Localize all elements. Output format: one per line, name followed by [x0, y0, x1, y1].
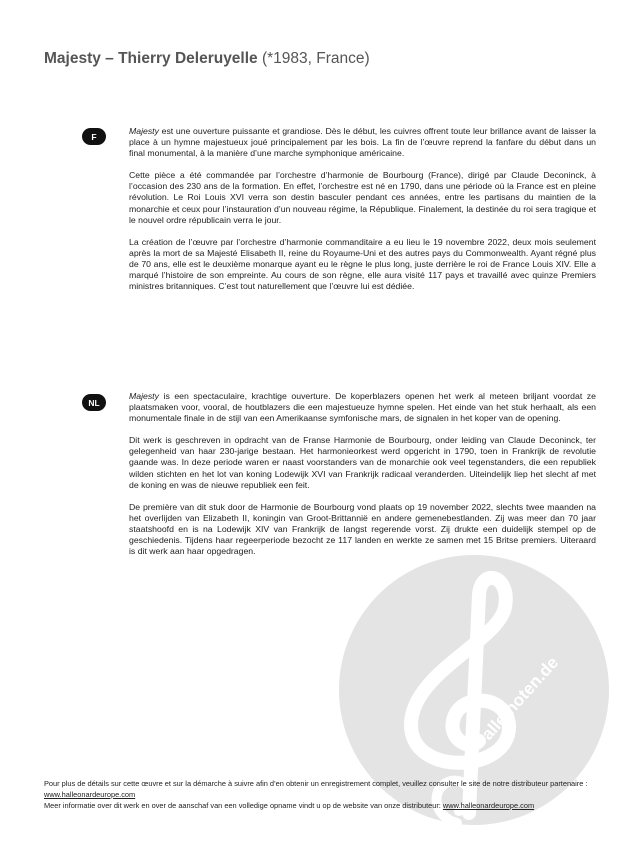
distributor-link-nl[interactable]: www.halleonardeurope.com	[442, 801, 535, 810]
paragraph: La création de l’œuvre par l’orchestre d’harmonie commanditaire a eu lieu le 19 novembre 2022, deux mois seulement après la mort de sa Majesté Elisabeth II, reine du Royaume-Uni et des autres pays du Commonwealth. Ayant régné plus de 70 ans, elle est le deuxième monarque ayant eu le règne le plus long, juste derrière le roi de France Louis XIV. Elle a marqué l’histoire de son empreinte. Au cours de son règne, elle aura visité 117 pays et travaillé avec quinze Premiers ministres britanniques. C’est tout naturellement que l’œuvre lui est dédiée.	[129, 236, 596, 292]
paragraph: Dit werk is geschreven in opdracht van de Franse Harmonie de Bourbourg, onder leiding van Claude Deconinck, ter gelegenheid van haar 230-jarige bestaan. Het harmonieorkest werd opgericht in 1790, toen in Frankrijk de revolutie gaande was. In deze periode waren er naast voorstanders van de monarchie ook veel tegenstanders, die een republiek wilden stichten en het lot van koning Lodewijk XVI van Frankrijk radicaal veranderden. Uiteindelijk liep het slecht af met de koning en was de nieuwe republiek een feit.	[129, 435, 596, 490]
distributor-link-fr[interactable]: www.halleonardeurope.com	[44, 790, 136, 799]
footer-notes	[44, 778, 596, 811]
page-title	[44, 50, 604, 68]
title-composer-info: (*1983, France)	[261, 50, 370, 67]
watermark-text: alle-noten.de	[477, 653, 563, 744]
section-dutch	[129, 391, 596, 568]
language-badge-fr: F	[82, 128, 106, 145]
footer-note-nl: Meer informatie over dit werk en over de aanschaf van een volledige opname vindt u op de website van onze distributeur: www.halleonardeurope.com	[44, 801, 535, 810]
paragraph: Majesty est une ouverture puissante et grandiose. Dès le début, les cuivres offrent toute leur brillance avant de laisser la place à un hymne majestueux joué principalement par les bois. La fin de l’œuvre reprend la fanfare du début dans un final monumental, à la manière d’une marche symphonique américaine.	[129, 126, 596, 159]
paragraph: De première van dit stuk door de Harmonie de Bourbourg vond plaats op 19 november 2022, slechts twee maanden na het overlijden van Elizabeth II, koningin van Groot-Brittannië en andere gemenebestlanden. Zij was meer dan 70 jaar staatshoofd en is na Lodewijk XIV van Frankrijk de langst regerende vorst. Zij drukte een duidelijk stempel op de geschiedenis. Tijdens haar regeerperiode bezocht ze 117 landen en werkte ze samen met 15 Britse premiers. Uiteraard is dit werk aan haar opgedragen.	[129, 501, 596, 557]
work-title-italic: Majesty	[129, 391, 159, 401]
title-name: Majesty – Thierry Deleruyelle	[44, 50, 258, 67]
footer-note-fr: Pour plus de détails sur cette œuvre et sur la démarche à suivre afin d’en obtenir un enregistrement complet, veuillez consulter le site de notre distributeur partenaire : www.halleonardeurope.com	[44, 779, 588, 799]
section-french	[129, 126, 596, 303]
paragraph: Cette pièce a été commandée par l’orchestre d’harmonie de Bourbourg (France), dirigé par Claude Deconinck, à l’occasion des 230 ans de la formation. En effet, l’orchestre est né en 1790, dans une période où la France est en pleine révolution. Le Roi Louis XVI verra son destin basculer pendant ces années, entre les partisans du maintien de la monarchie et ceux pour l’instauration d’un nouveau régime, la République. Finalement, la destinée du roi sera tragique et le nouvel ordre républicain verra le jour.	[129, 170, 596, 225]
language-badge-nl: NL	[82, 394, 106, 411]
paragraph: Majesty is een spectaculaire, krachtige ouverture. De koperblazers openen het werk al meteen briljant voordat ze plaatsmaken voor, vooral, de houtblazers die een majestueuze hymne spelen. Het einde van het stuk herhaalt, als een monumentale finale in de stijl van een Amerikaanse symfonische mars, de signalen in het koper van de opening.	[129, 391, 596, 424]
work-title-italic: Majesty	[129, 126, 159, 136]
